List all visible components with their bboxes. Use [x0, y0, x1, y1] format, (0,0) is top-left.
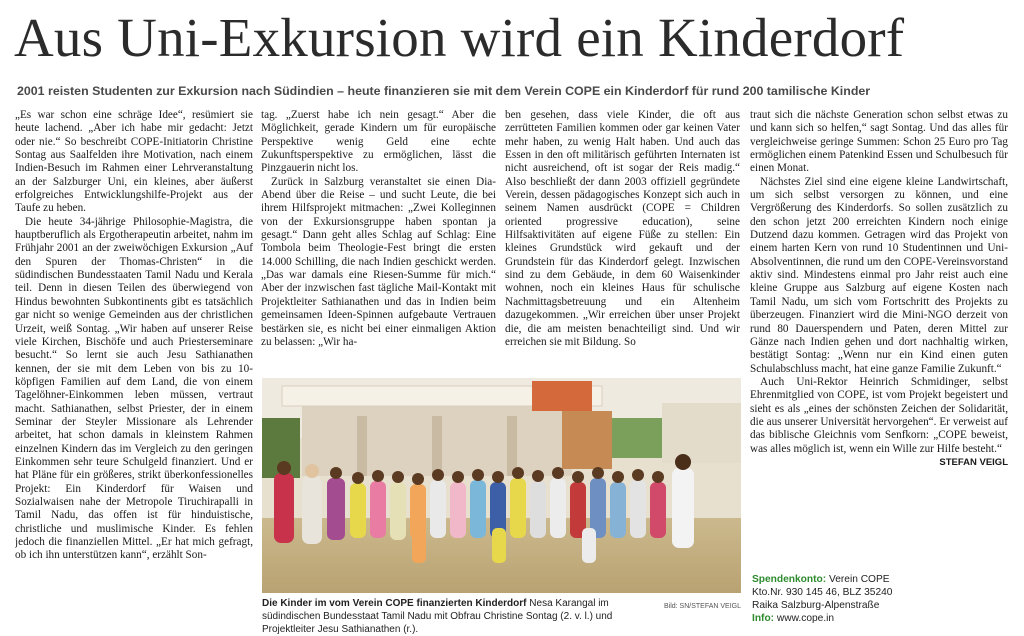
column-1 — [15, 109, 253, 621]
column-4 — [750, 109, 1008, 559]
donation-name: Verein COPE — [828, 574, 890, 585]
subheadline: 2001 reisten Studenten zur Exkursion nach Südindien – heute finanzieren sie mit dem Verein COPE ein Kinderdorf für rund 200 tamilische Kinder — [17, 84, 871, 98]
paragraph: ben gesehen, dass viele Kinder, die oft aus zerrütteten Familien kommen oder gar keinen Vater mehr haben, zu wenig Halt haben. Und auch das Essen in den oft militärisch geführten Internaten ist nicht ausreichend, oft ist sogar der Reis madig.“ Also beschließt der dann 2003 offiziell gegründete Verein, dessen pädagogisches Konzept sich auch in seinem Namen ausdrückt (COPE = Children oriented progressive education), seine Hilfsaktivitäten auf eigene Füße zu stellen: Ein kleines Grundstück wird gekauft und der Grundstein für das Kinderdorf gelegt. Inzwischen sind zu dem Gebäude, in dem 60 Waisenkinder wohnen, noch ein kleines Haus für schulische Nachmittagsbetreuung und ein Altenheim dazugekommen. „Wir erreichen über unser Projekt die, die am meisten benachteiligt sind. Und wir erreichen sie mit Bildung. So — [505, 109, 740, 348]
info-url[interactable]: www.cope.in — [776, 613, 835, 624]
paragraph — [750, 375, 1008, 468]
paragraph: Zurück in Salzburg veranstaltet sie einen Dia-Abend über die Reise – und sucht Leute, die bei ihrem Hilfsprojekt mitmachen: „Zwei Kolleginnen von der Exkursionsgruppe haben spontan ja gesagt.“ Dann geht alles Schlag auf Schlag: Eine Tombola beim Theologie-Fest bringt die ersten 14.000 Schilling, die nach Indien geschickt werden. „Das war damals eine Riesen-Summe für mich.“ Aber der inzwischen fast tägliche Mail-Kontakt mit Projektleiter Sathianathen und das in Indien beim gemeinsamen Ideen-Spinnen aufgebaute Vertrauen bestärken sie, es nicht bei einer einmaligen Aktion zu belassen: „Wir ha- — [261, 175, 496, 348]
donation-account: Kto.Nr. 930 145 46, BLZ 35240 — [752, 587, 893, 598]
column-3 — [505, 109, 740, 381]
donation-box — [752, 573, 1008, 625]
photo-caption — [262, 597, 741, 636]
info-label: Info: — [752, 613, 775, 624]
paragraph-text: Auch Uni-Rektor Heinrich Schmidinger, selbst Ehrenmitglied von COPE, ist vom Projekt begeistert und sieht es als „eines der schönsten Zeichen der Solidarität, die aus unserer Universität hervorgehen“. Er verweist auf das biblische Gleichnis vom Senfkorn: „COPE beweist, was alles möglich ist, wenn ein Wille zur Hilfe besteht.“ — [750, 375, 1008, 455]
caption-lead: Die Kinder im vom Verein COPE finanzierten Kinderdorf — [262, 598, 527, 609]
paragraph: Die heute 34-jährige Philosophie-Magistra, die hauptberuflich als Ergotherapeutin arbeitet, nahm im Frühjahr 2001 an der zweiwöchigen Exkursion „Auf den Spuren der Thomas-Christen“ in die südindischen Bundesstaaten Tamil Nadu und Kerala teil. Denn in diesen Teilen des überwiegend von Hindus bewohnten Subkontinents gibt es tatsächlich gar nicht so wenige Gemeinden aus der christlichen Urzeit, weiß Sontag. „Wir haben auf unserer Reise viele Kirchen, Bischöfe und auch Priesterseminare besucht.“ So lernt sie auch Jesu Sathianathen kennen, der sie mit dem Leben von bis zu 10-köpfigen Familien auf dem Land, die von einem Tagelöhner-Einkommen leben müssen, vertraut macht. Sathianathen, selbst Priester, der in einem Seminar der Steyler Missionare als Lehrender arbeitet, hat schon damals in kleinstem Rahmen einzelnen Kindern das im Vergleich zu den geringen Einkommen sehr teure Schulgeld finanziert. Und er hat Pläne für ein größeres, strikt überkonfessionelles Projekt: Ein Kinderdorf für Waisen und Sozialwaisen nahe der Metropole Tiruchirapalli in Tamil Nadu, das offen ist für hinduistische, christliche und muslimische Kinder. Es fehlen jedoch die finanziellen Mittel. „Er hat mich gefragt, ob ich ihn unterstützen kann“, erzählt Son- — [15, 215, 253, 562]
paragraph: „Es war schon eine schräge Idee“, resümiert sie heute lachend. „Aber ich habe mir gedacht: Jetzt oder nie.“ So beschreibt COPE-Initiatorin Christine Sontag aus Saalfelden ihre Motivation, nach einem Indien-Besuch im Rahmen einer Lehrveranstaltung an der Salzburger Uni, ein kleines, aber äußerst erfolgreiches Entwicklungshilfe-Projekt aus der Taufe zu heben. — [15, 109, 253, 215]
photo-credit: Bild: SN/STEFAN VEIGL — [663, 603, 741, 610]
headline: Aus Uni-Exkursion wird ein Kinderdorf — [14, 7, 905, 68]
caption-text: Nesa Karangal im südindischen Bundesstaat Tamil Nadu mit Obfrau Christine Sontag (2. v. l.) und Projektleiter Jesu Sathianathen (r.). — [262, 598, 613, 635]
paragraph: traut sich die nächste Generation schon selbst etwas zu und kann sich so helfen,“ sagt Sontag. Und das alles für vergleichweise geringe Summen: Schon 25 Euro pro Tag ermöglichen einem Patenkind Essen und Schulbesuch für einen Monat. — [750, 109, 1008, 175]
paragraph: Nächstes Ziel sind eine eigene kleine Landwirtschaft, um sich selbst versorgen zu können, und eine Vergrößerung des Kinderdorfs. So sollen zusätzlich zu den schon jetzt 200 erreichten Kindern noch einige Dutzend dazu kommen. Getragen wird das Projekt von einem harten Kern von rund 10 Studentinnen und Uni-Absolventinnen, die rund um den COPE-Vereinsvorstand aktiv sind. Mindestens einmal pro Jahr reist auch eine kleine Gruppe aus Salzburg auf eigene Kosten nach Tamil Nadu, um sich vom Fortschritt des Projekts zu überzeugen. Finanziert wird die Mini-NGO derzeit von rund 80 Dauerspendern und Paten, deren Mittel zur Gänze nach Indien gehen und dort nachhaltig wirken, bestätigt Sontag: „Wenn nur ein Kind einen guten Schulabschluss macht, hat eine ganze Familie Zukunft.“ — [750, 175, 1008, 375]
paragraph: tag. „Zuerst habe ich nein gesagt.“ Aber die Möglichkeit, gerade Kindern um für europäische Perspektive wenig Geld eine echte Zukunftsperspektive zu ermöglichen, lässt die Pinzgauerin nicht los. — [261, 109, 496, 175]
column-2 — [261, 109, 496, 381]
donation-bank: Raika Salzburg-Alpenstraße — [752, 600, 880, 611]
photo-illustration — [262, 378, 741, 593]
donation-label: Spendenkonto: — [752, 574, 827, 585]
author-byline: STEFAN VEIGL — [939, 456, 1008, 468]
group-photo — [262, 378, 741, 593]
